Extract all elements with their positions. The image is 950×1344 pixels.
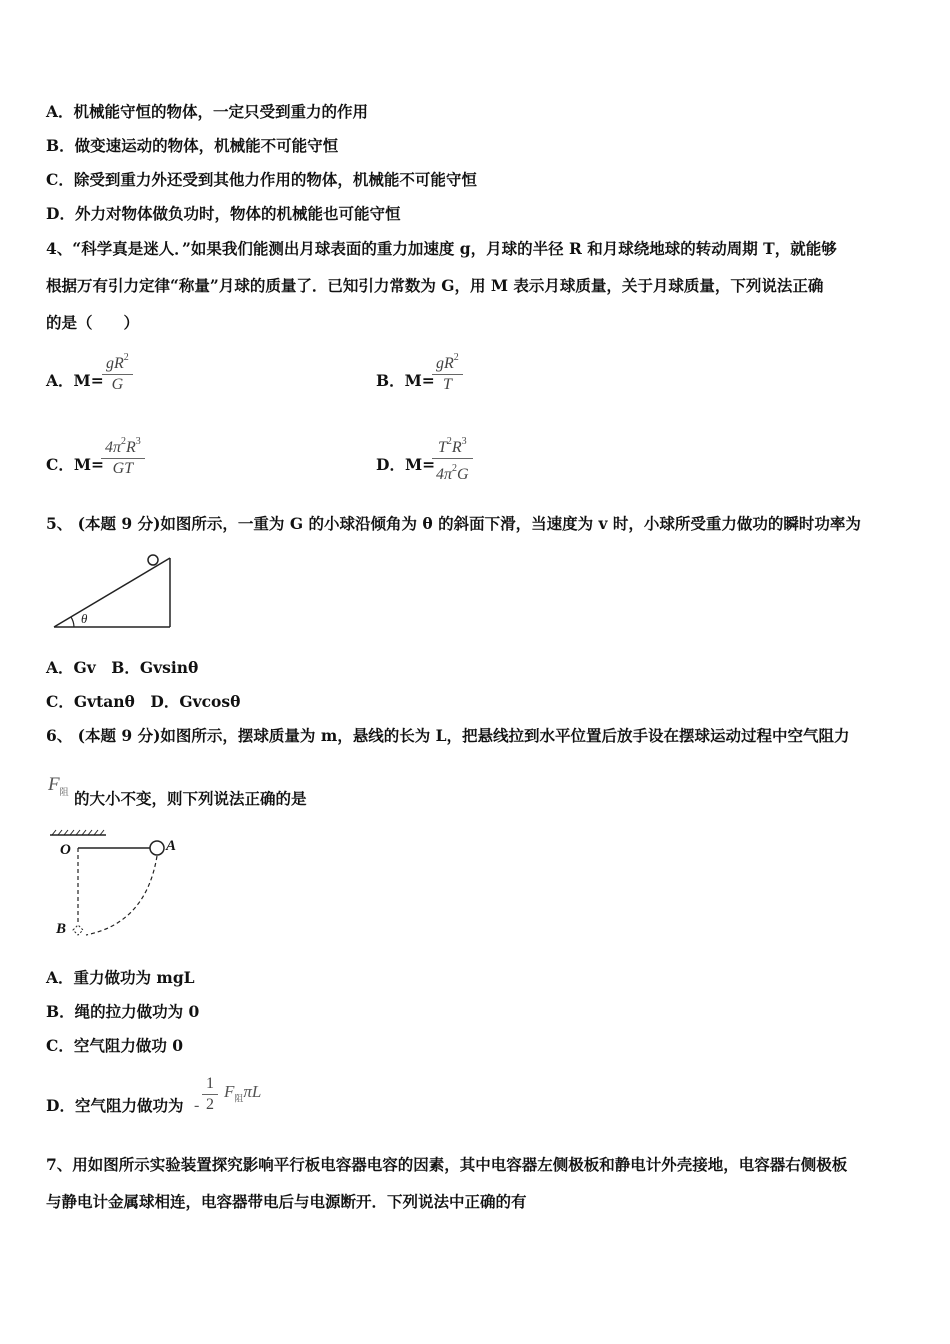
- q6-option-a: A．重力做功为 mgL: [46, 968, 195, 987]
- q3-option-b: B．做变速运动的物体，机械能不可能守恒: [46, 136, 339, 155]
- q5-options-row1: A．Gv B．Gvsinθ: [46, 658, 199, 677]
- d-half-fraction: 1 2: [202, 1074, 218, 1115]
- q7-stem-line1: 7、用如图所示实验装置探究影响平行板电容器电容的因素，其中电容器左侧极板和静电计外壳接地，电容器右侧极板: [46, 1155, 848, 1174]
- q5-stem: 5、 (本题 9 分)如图所示，一重为 G 的小球沿倾角为 θ 的斜面下滑，当速度为 v 时，小球所受重力做功的瞬时功率为: [46, 514, 861, 533]
- drag-force-symbol: $F_阻$: [48, 774, 69, 797]
- q4-stem-line3: 的是（ ）: [46, 313, 140, 332]
- q6-option-c: C．空气阻力做功 0: [46, 1036, 184, 1055]
- point-a-label: A: [166, 838, 177, 854]
- q6-stem-line2: 的大小不变，则下列说法正确的是: [74, 789, 307, 808]
- q4-option-d-label: D．M=: [376, 455, 436, 474]
- q4-option-a-label: A．M=: [46, 371, 104, 390]
- q6-option-d: D．空气阻力做功为: [46, 1096, 184, 1115]
- q4-option-c-label: C．M=: [46, 455, 104, 474]
- q4-option-d-fraction: $T^2R^3$ $4\pi^2G$: [432, 432, 473, 485]
- q4-stem-line1: 4、“科学真是迷人．”如果我们能测出月球表面的重力加速度 g，月球的半径 R 和月球绕地球的转动周期 T，就能够: [46, 239, 837, 258]
- q4-option-b-fraction: $gR^2$ T: [432, 348, 463, 395]
- q6-stem-line1: 6、 (本题 9 分)如图所示，摆球质量为 m，悬线的长为 L，把悬线拉到水平位置后放手设在摆球运动过程中空气阻力: [46, 726, 850, 745]
- q4-stem-line2: 根据万有引力定律“称量”月球的质量了．已知引力常数为 G，用 M 表示月球质量，关于月球质量，下列说法正确: [46, 276, 824, 295]
- point-o-label: O: [60, 842, 71, 858]
- q7-stem-line2: 与静电计金属球相连，电容器带电后与电源断开．下列说法中正确的有: [46, 1192, 527, 1211]
- q6-option-b: B．绳的拉力做功为 0: [46, 1002, 200, 1021]
- d-minus-sign: -: [194, 1097, 200, 1114]
- d-expression-tail: $F_阻\pi L$: [224, 1082, 262, 1104]
- point-b-label: B: [56, 921, 67, 937]
- q4-option-a-fraction: $gR^2$ G: [102, 348, 133, 395]
- incline-figure: [48, 550, 178, 632]
- q3-option-c: C．除受到重力外还受到其他力作用的物体，机械能不可能守恒: [46, 170, 477, 189]
- q3-option-a: A．机械能守恒的物体，一定只受到重力的作用: [46, 102, 369, 121]
- q4-option-b-label: B．M=: [376, 371, 435, 390]
- angle-theta-label: θ: [81, 611, 88, 626]
- q5-options-row2: C．Gvtanθ D．Gvcosθ: [46, 692, 241, 711]
- q3-option-d: D．外力对物体做负功时，物体的机械能也可能守恒: [46, 204, 401, 223]
- q4-option-c-fraction: $4\pi^2R^3$ GT: [101, 432, 145, 479]
